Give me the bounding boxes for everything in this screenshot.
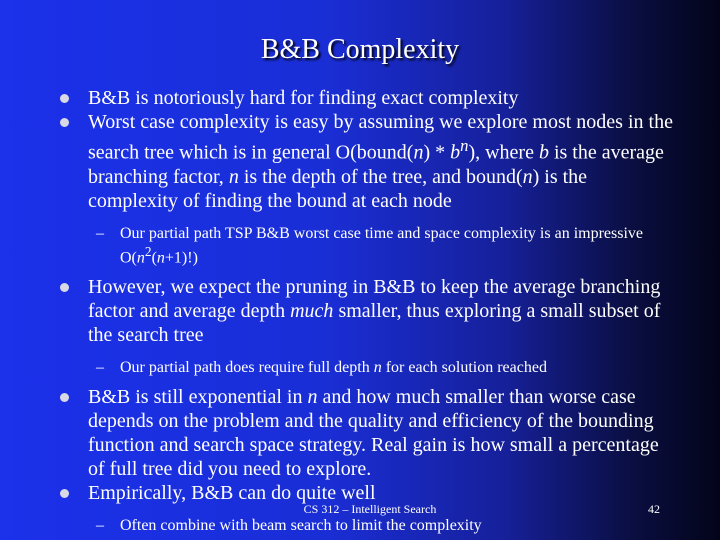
sub-bullet-text: +1)!) xyxy=(164,248,198,266)
bullet-text: and how much smaller than worse case depends on the problem and the quality and efficiency of the bounding function and search space strategy. Real gain is how small a percentage of full tree did you need to explore. xyxy=(88,385,659,480)
sub-bullet-text: Our partial path does require full depth xyxy=(120,358,374,376)
italic-n: n xyxy=(136,248,145,266)
sub-bullet-text: ( xyxy=(151,248,157,266)
sub-bullet-full-depth xyxy=(60,359,680,377)
sub-bullet-tsp-complexity xyxy=(60,225,680,267)
superscript-2: 2 xyxy=(144,243,152,259)
slide-title: B&B Complexity xyxy=(260,34,460,65)
bullet-dot-icon xyxy=(60,489,69,498)
sub-bullet-text: Our partial path TSP B&B worst case time and space complexity is an impressive O( xyxy=(120,224,644,266)
italic-n: n xyxy=(413,141,424,164)
italic-n: n xyxy=(307,385,318,408)
italic-b: b xyxy=(450,141,461,164)
sub-bullet-text: Often combine with beam search to limit the complexity xyxy=(120,516,482,534)
bullet-dot-icon xyxy=(60,118,69,127)
bullet-text: Empirically, B&B can do quite well xyxy=(88,481,376,504)
bullet-text: ) is the complexity of finding the bound at each node xyxy=(88,165,588,212)
italic-b: b xyxy=(538,141,549,164)
sub-bullet-dash: – xyxy=(96,516,104,534)
bullet-text: Worst case complexity is easy by assuming we explore most nodes in the search tree which is in general O(bound( xyxy=(88,111,673,164)
sub-bullet-text: for each solution reached xyxy=(381,358,547,376)
bullet-text: ), where xyxy=(468,141,539,164)
italic-n: n xyxy=(373,358,382,376)
slide-body xyxy=(60,86,680,535)
italic-n: n xyxy=(156,248,165,266)
bullet-pruning xyxy=(60,275,680,347)
sub-bullet-dash: – xyxy=(96,358,104,376)
bullet-dot-icon xyxy=(60,393,69,402)
bullet-text: ) * xyxy=(423,141,451,164)
italic-n: n xyxy=(460,136,469,155)
sub-bullet-beam-search xyxy=(60,517,680,535)
slide-footer: CS 312 – Intelligent Search xyxy=(303,502,437,516)
bullet-dot-icon xyxy=(60,94,69,103)
bullet-exponential xyxy=(60,385,680,481)
bullet-exact-complexity xyxy=(60,86,680,110)
slide-number: 42 xyxy=(648,502,660,516)
bullet-text: B&B is notoriously hard for finding exact complexity xyxy=(88,87,519,109)
bullet-dot-icon xyxy=(60,283,69,292)
bullet-text: smaller, thus exploring a small subset of the search tree xyxy=(88,299,661,346)
bullet-text: However, we expect the pruning in B&B to keep the average branching factor and average depth xyxy=(88,275,661,322)
italic-n: n xyxy=(228,165,239,188)
bullet-text: is the average branching factor, xyxy=(88,141,664,188)
bullet-text: B&B is still exponential in xyxy=(88,385,308,408)
italic-n: n xyxy=(522,165,533,188)
sub-bullet-dash: – xyxy=(96,224,104,242)
bullet-worst-case xyxy=(60,110,680,213)
bullet-text: is the depth of the tree, and bound( xyxy=(238,165,523,188)
italic-much: much xyxy=(290,299,334,322)
